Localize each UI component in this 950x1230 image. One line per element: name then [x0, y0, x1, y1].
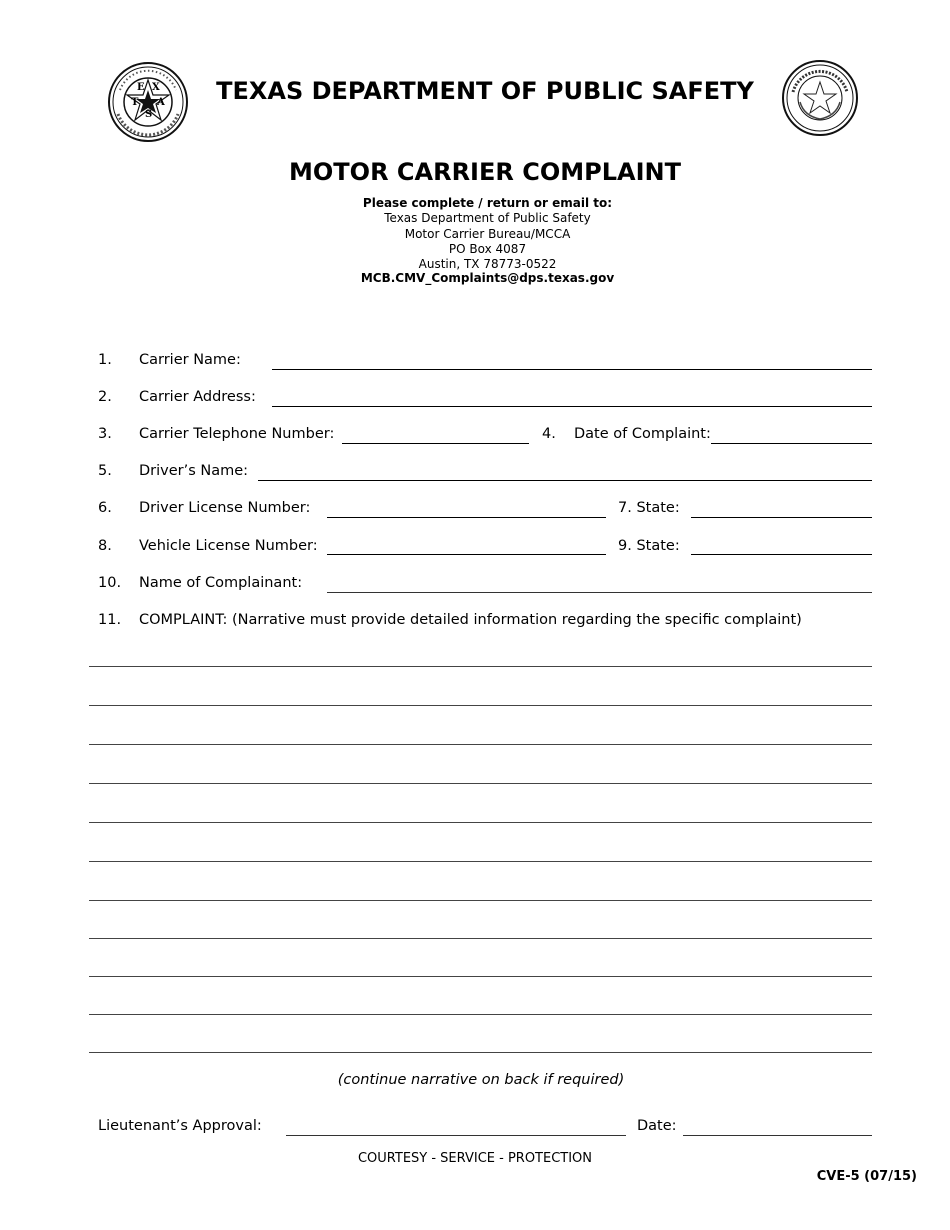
field-number: 3. — [98, 426, 112, 442]
footer-motto: COURTESY - SERVICE - PROTECTION — [357, 1151, 593, 1166]
lieutenant-approval-signature-field[interactable] — [286, 1135, 626, 1136]
field-number: 6. — [98, 500, 112, 516]
approval-date-field[interactable] — [683, 1135, 872, 1136]
date-of-complaint-label: Date of Complaint: — [574, 426, 711, 442]
carrier-name-label: Carrier Name: — [139, 352, 241, 368]
narrative-line[interactable] — [89, 744, 872, 745]
narrative-line[interactable] — [89, 666, 872, 667]
carrier-address-label: Carrier Address: — [139, 389, 256, 405]
complainant-name-field[interactable] — [327, 592, 872, 593]
field-number: 2. — [98, 389, 112, 405]
drivers-name-field[interactable] — [258, 480, 872, 481]
narrative-line[interactable] — [89, 861, 872, 862]
carrier-telephone-field[interactable] — [342, 443, 529, 444]
vehicle-license-number-label: Vehicle License Number: — [139, 538, 318, 554]
seal-letter-t: T — [131, 97, 139, 108]
vehicle-license-state-label: 9. State: — [618, 538, 680, 554]
driver-license-number-label: Driver License Number: — [139, 500, 311, 516]
field-number: 10. — [98, 575, 122, 591]
field-number: 11. — [98, 612, 122, 628]
narrative-line[interactable] — [89, 900, 872, 901]
continue-narrative-note: (continue narrative on back if required) — [337, 1072, 625, 1088]
narrative-line[interactable] — [89, 783, 872, 784]
vehicle-license-state-field[interactable] — [691, 554, 872, 555]
lieutenant-approval-label: Lieutenant’s Approval: — [98, 1118, 262, 1134]
narrative-line[interactable] — [89, 976, 872, 977]
narrative-line[interactable] — [89, 1014, 872, 1015]
return-instructions: Please complete / return or email to: — [362, 196, 613, 210]
state-of-texas-seal-logo — [782, 60, 858, 136]
field-number: 1. — [98, 352, 112, 368]
complainant-name-label: Name of Complainant: — [139, 575, 303, 591]
carrier-name-field[interactable] — [272, 369, 872, 370]
narrative-line[interactable] — [89, 822, 872, 823]
address-line: Austin, TX 78773-0522 — [418, 257, 557, 271]
seal-letter-x: X — [152, 82, 160, 93]
narrative-line[interactable] — [89, 938, 872, 939]
carrier-telephone-label: Carrier Telephone Number: — [139, 426, 335, 442]
driver-license-number-field[interactable] — [327, 517, 606, 518]
approval-date-label: Date: — [637, 1118, 677, 1134]
agency-title: TEXAS DEPARTMENT OF PUBLIC SAFETY — [216, 77, 754, 105]
driver-license-state-label: 7. State: — [618, 500, 680, 516]
address-line: Texas Department of Public Safety — [384, 211, 591, 225]
seal-letter-a: A — [157, 97, 165, 108]
vehicle-license-number-field[interactable] — [327, 554, 606, 555]
date-of-complaint-field[interactable] — [711, 443, 872, 444]
address-line: Motor Carrier Bureau/MCCA — [404, 227, 571, 241]
narrative-line[interactable] — [89, 705, 872, 706]
field-number: 4. — [542, 426, 556, 442]
narrative-line[interactable] — [89, 1052, 872, 1053]
complaint-narrative-label: COMPLAINT: (Narrative must provide detailed information regarding the specific complaint) — [139, 612, 802, 628]
email-address: MCB.CMV_Complaints@dps.texas.gov — [360, 271, 615, 285]
carrier-address-field[interactable] — [272, 406, 872, 407]
form-code: CVE-5 (07/15) — [816, 1169, 917, 1184]
driver-license-state-field[interactable] — [691, 517, 872, 518]
address-line: PO Box 4087 — [448, 242, 527, 256]
field-number: 5. — [98, 463, 112, 479]
field-number: 8. — [98, 538, 112, 554]
seal-letter-s: S — [145, 109, 153, 120]
form-title: MOTOR CARRIER COMPLAINT — [289, 158, 681, 186]
drivers-name-label: Driver’s Name: — [139, 463, 249, 479]
state-seal-graphic — [784, 62, 856, 134]
seal-letter-e: E — [137, 82, 145, 93]
